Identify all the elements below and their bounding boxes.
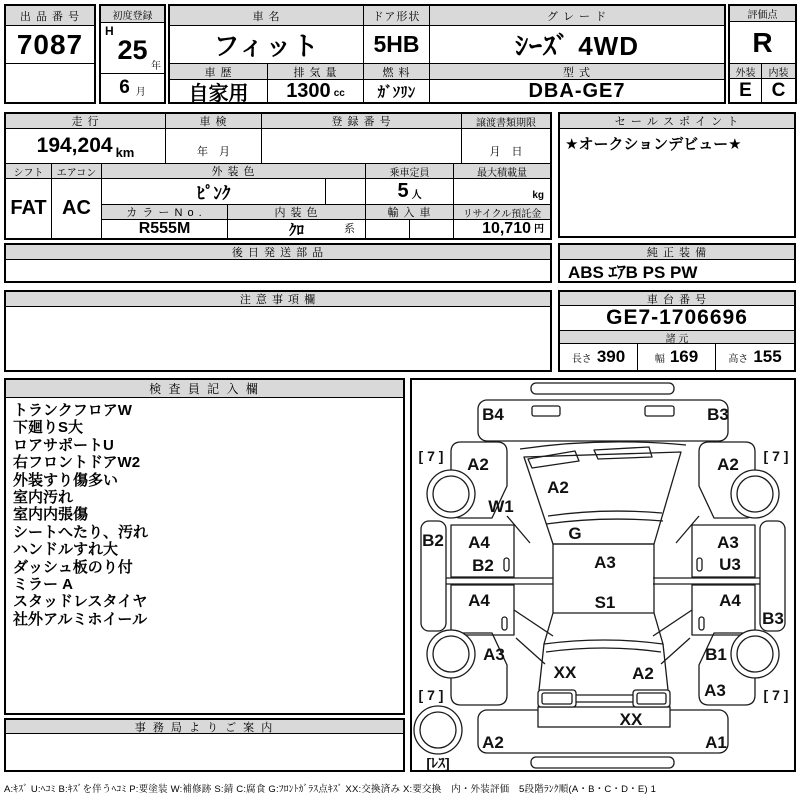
- caution-header: 注 意 事 項 欄: [6, 292, 550, 307]
- spec-width-cell: [638, 344, 716, 370]
- interior-color-header: 内 装 色: [228, 205, 366, 220]
- damage-code-label: A4: [468, 591, 490, 610]
- c-pillar-left-line-2: [516, 638, 545, 664]
- transfer-deadline-value: 月 日: [462, 129, 550, 164]
- color-no-value: R555M: [102, 220, 228, 238]
- year-suffix: 年: [151, 61, 161, 72]
- transfer-deadline-header: 譲渡書類期限: [462, 114, 550, 129]
- inspector-note-line: ミラー A: [13, 576, 74, 594]
- first-registration-year-cell: [101, 23, 164, 74]
- damage-code-label: A2: [632, 664, 654, 683]
- wiper-left-shape: [528, 451, 579, 468]
- lot-number-box: [4, 4, 96, 104]
- later-parts-header: 後 日 発 送 部 品: [6, 245, 550, 260]
- aircon-value: AC: [52, 179, 102, 238]
- registration-no-header: 登 録 番 号: [262, 114, 462, 129]
- capacity-unit: 人: [411, 190, 422, 201]
- c-pillar-right-line-2: [661, 638, 690, 664]
- damage-code-label: W1: [488, 497, 514, 516]
- spec-height-cell: [716, 344, 794, 370]
- damage-code-label: A3: [717, 533, 739, 552]
- rear-wheel-right-inner: [737, 636, 773, 672]
- inspector-notes-list: [6, 398, 403, 632]
- damage-code-label: A3: [594, 553, 616, 572]
- damage-code-label: S1: [594, 593, 616, 612]
- inspector-note-line: ダッシュ板のり付: [13, 558, 133, 576]
- damage-code-label: [ 7 ]: [763, 687, 789, 703]
- inspector-notes-header: 検 査 員 記 入 欄: [6, 380, 403, 398]
- max-load-unit: kg: [532, 190, 544, 201]
- car-name-header: 車 名: [170, 6, 364, 26]
- exterior-color-blank-cell: [326, 179, 366, 205]
- grade-value: ｼｰｽﾞ 4WD: [430, 26, 724, 64]
- rear-window-shape: [544, 613, 663, 644]
- lot-number-blank-cell: [6, 64, 94, 102]
- oem-equipment-value: ABS ｴｱB PS PW: [568, 263, 698, 281]
- era-letter: H: [105, 24, 114, 38]
- displacement-cell: [268, 80, 364, 102]
- first-registration-header: 初度登録: [101, 6, 164, 23]
- interior-color-value: ｸﾛ: [288, 221, 304, 238]
- spec-width-value: 169: [669, 347, 699, 366]
- sales-point-header: セ ー ル ス ポ イ ン ト: [560, 114, 794, 129]
- spec-height-value: 155: [753, 347, 782, 366]
- score-box: [728, 4, 797, 104]
- hatch-right-edge: [663, 644, 668, 690]
- mileage-unit: km: [115, 145, 135, 160]
- recycle-deposit-cell: [454, 220, 550, 238]
- import-car-cell-1: [366, 220, 410, 238]
- caution-box: [4, 290, 552, 372]
- inspector-notes-box: [4, 378, 405, 715]
- max-load-header: 最大積載量: [454, 164, 550, 179]
- damage-code-label: A2: [467, 455, 489, 474]
- damage-code-label: A2: [482, 733, 504, 752]
- damage-code-label: G: [568, 524, 582, 543]
- rear-wheel-left-inner: [433, 636, 469, 672]
- first-registration-month-cell: [101, 74, 164, 101]
- lot-number-header: 出 品 番 号: [6, 6, 94, 26]
- windshield-lower-arc-1: [548, 511, 662, 516]
- damage-code-label: B3: [762, 609, 784, 628]
- spec-height-label: 高さ: [728, 353, 749, 365]
- model-code-value: DBA-GE7: [528, 80, 626, 102]
- mileage-color-box: [4, 112, 552, 240]
- sales-point-box: [558, 112, 796, 238]
- office-value: [6, 734, 403, 770]
- import-car-cell-2: [410, 220, 454, 238]
- inspector-note-line: 社外アルミホイール: [13, 610, 148, 628]
- damage-code-label: XX: [619, 710, 643, 729]
- exterior-score-header: 外装: [730, 64, 762, 79]
- front-wheel-right-inner: [737, 476, 773, 512]
- front-door-left-handle: [504, 558, 509, 571]
- office-header: 事 務 局 よ り ご 案 内: [6, 720, 403, 734]
- capacity-cell: [366, 179, 454, 205]
- oem-equipment-header: 純 正 装 備: [560, 245, 794, 260]
- import-car-header: 輸 入 車: [366, 205, 454, 220]
- recycle-deposit-header: リサイクル預託金: [454, 205, 550, 220]
- displacement-value: 1300: [286, 80, 331, 102]
- inspector-note-line: ハンドルすれ大: [13, 541, 119, 559]
- exterior-score-value: E: [730, 79, 762, 102]
- month-suffix: 月: [135, 87, 146, 98]
- spec-length-cell: [560, 344, 638, 370]
- history-header: 車 歴: [170, 64, 268, 80]
- fuel-header: 燃 料: [364, 64, 430, 80]
- displacement-unit: cc: [333, 88, 345, 99]
- interior-color-cell: [228, 220, 366, 238]
- damage-code-label: A2: [717, 455, 739, 474]
- door-shape-header: ドア形状: [364, 6, 430, 26]
- score-value: R: [730, 22, 795, 64]
- fuel-value: ｶﾞｿﾘﾝ: [364, 80, 430, 102]
- inspector-note-line: 室内汚れ: [13, 489, 74, 507]
- first-registration-box: [99, 4, 166, 104]
- rear-panel-shape: [538, 707, 670, 727]
- sales-point-value: ★オークションデビュー★: [565, 136, 742, 153]
- first-registration-year: 25: [117, 34, 148, 65]
- cowl-arc: [520, 442, 686, 449]
- c-pillar-right-line-1: [653, 610, 692, 636]
- damage-code-label: [ 7 ]: [418, 448, 444, 464]
- interior-score-header: 内装: [762, 64, 795, 79]
- inspector-note-line: 室内内張傷: [13, 506, 89, 524]
- car-diagram-svg: [412, 380, 794, 770]
- exterior-color-value: ﾋﾟﾝｸ: [102, 179, 326, 205]
- damage-code-label: A3: [704, 681, 726, 700]
- rear-door-left-handle: [502, 617, 507, 630]
- inspector-note-line: シートへたり、汚れ: [13, 523, 149, 541]
- damage-code-label: [ 7 ]: [763, 448, 789, 464]
- front-bumper-shape: [478, 400, 728, 441]
- door-shape-value: 5HB: [364, 26, 430, 64]
- damage-code-label: XX: [553, 663, 577, 682]
- recycle-deposit-unit: 円: [534, 224, 544, 235]
- oem-equipment-box: [558, 243, 796, 283]
- shift-header: シフト: [6, 164, 52, 179]
- damage-code-label: A4: [468, 533, 490, 552]
- capacity-header: 乗車定員: [366, 164, 454, 179]
- spec-length-value: 390: [596, 347, 626, 366]
- chassis-box: [558, 290, 796, 372]
- color-no-header: カ ラ ー N o .: [102, 205, 228, 220]
- damage-legend: A:ｷｽﾞ U:ﾍｺﾐ B:ｷｽﾞを伴うﾍｺﾐ P:要塗装 W:補修跡 S:錆 C:腐食 G:ﾌﾛﾝﾄｶﾞﾗｽ点ｷｽﾞ XX:交換済み X:要交換 内・外装評価 5段階ﾗﾝｸ順(A・B・C・D・E) 1: [4, 784, 657, 795]
- front-grille-right-shape: [645, 406, 674, 416]
- damage-code-label: [ﾚｽ]: [426, 755, 450, 770]
- front-strip-shape: [531, 383, 674, 394]
- damage-code-label: A2: [547, 478, 569, 497]
- rear-strip-shape: [531, 757, 674, 768]
- car-damage-diagram: [410, 378, 796, 772]
- registration-no-value: [262, 129, 462, 164]
- displacement-header: 排 気 量: [268, 64, 364, 80]
- damage-code-label: U3: [719, 555, 741, 574]
- mileage-value: 194,204: [36, 134, 113, 157]
- inspector-note-line: 右フロントドアW2: [13, 454, 141, 472]
- history-value: 自家用: [170, 80, 268, 102]
- interior-score-value: C: [771, 79, 786, 101]
- damage-code-label: B1: [705, 645, 727, 664]
- specs-header: 諸 元: [560, 331, 794, 344]
- damage-code-label: A4: [719, 591, 741, 610]
- inspector-note-line: 下廻りS大: [13, 419, 84, 437]
- interior-color-suffix: 系: [344, 223, 355, 235]
- aircon-header: エアコン: [52, 164, 102, 179]
- damage-code-label: B4: [482, 405, 504, 424]
- spec-length-label: 長さ: [571, 353, 592, 365]
- model-code-header: 型 式: [430, 64, 724, 80]
- vehicle-main-box: [168, 4, 726, 104]
- inspection-value: 年 月: [166, 129, 262, 164]
- damage-code-label: B2: [422, 531, 444, 550]
- damage-code-label: B3: [707, 405, 729, 424]
- damage-code-label: [ 7 ]: [418, 687, 444, 703]
- front-grille-left-shape: [532, 406, 560, 416]
- damage-code-label: B2: [472, 556, 494, 575]
- office-box: [4, 718, 405, 772]
- damage-code-label: A1: [705, 733, 727, 752]
- later-parts-value: [6, 260, 550, 281]
- max-load-cell: [454, 179, 550, 205]
- score-header: 評価点: [730, 6, 795, 22]
- damage-code-label: A3: [483, 645, 505, 664]
- inspector-note-line: トランクフロアW: [13, 402, 132, 419]
- inspector-note-line: 外装すり傷多い: [13, 471, 119, 489]
- chassis-no-value: GE7-1706696: [560, 306, 794, 331]
- front-door-right-handle: [697, 558, 702, 571]
- caution-value: [6, 307, 550, 370]
- windshield-lower-arc-2: [546, 519, 663, 524]
- a-pillar-left-line: [507, 516, 530, 543]
- car-name-value: フィット: [170, 26, 364, 64]
- a-pillar-right-line: [676, 516, 699, 543]
- mileage-cell: [6, 129, 166, 164]
- front-wheel-left-inner: [433, 476, 469, 512]
- recycle-deposit-value: 10,710: [482, 220, 531, 237]
- c-pillar-left-line-1: [514, 610, 553, 636]
- inspector-note-line: スタッドレスタイヤ: [13, 593, 148, 611]
- hatch-left-edge: [539, 644, 544, 690]
- spare-tire-inner: [420, 712, 456, 748]
- capacity-value: 5: [397, 180, 409, 202]
- exterior-color-header: 外 装 色: [102, 164, 366, 179]
- grade-header: グ レ ー ド: [430, 6, 724, 26]
- mileage-header: 走 行: [6, 114, 166, 129]
- inspector-note-line: ロアサポートU: [13, 436, 114, 454]
- inspection-header: 車 検: [166, 114, 262, 129]
- rear-window-arc: [546, 648, 661, 652]
- later-parts-box: [4, 243, 552, 283]
- shift-value: FAT: [6, 179, 52, 238]
- rear-door-right-handle: [699, 617, 704, 630]
- lot-number-value: 7087: [6, 26, 94, 64]
- first-registration-month: 6: [119, 76, 130, 98]
- spec-width-label: 幅: [654, 353, 665, 365]
- chassis-no-header: 車 台 番 号: [560, 292, 794, 306]
